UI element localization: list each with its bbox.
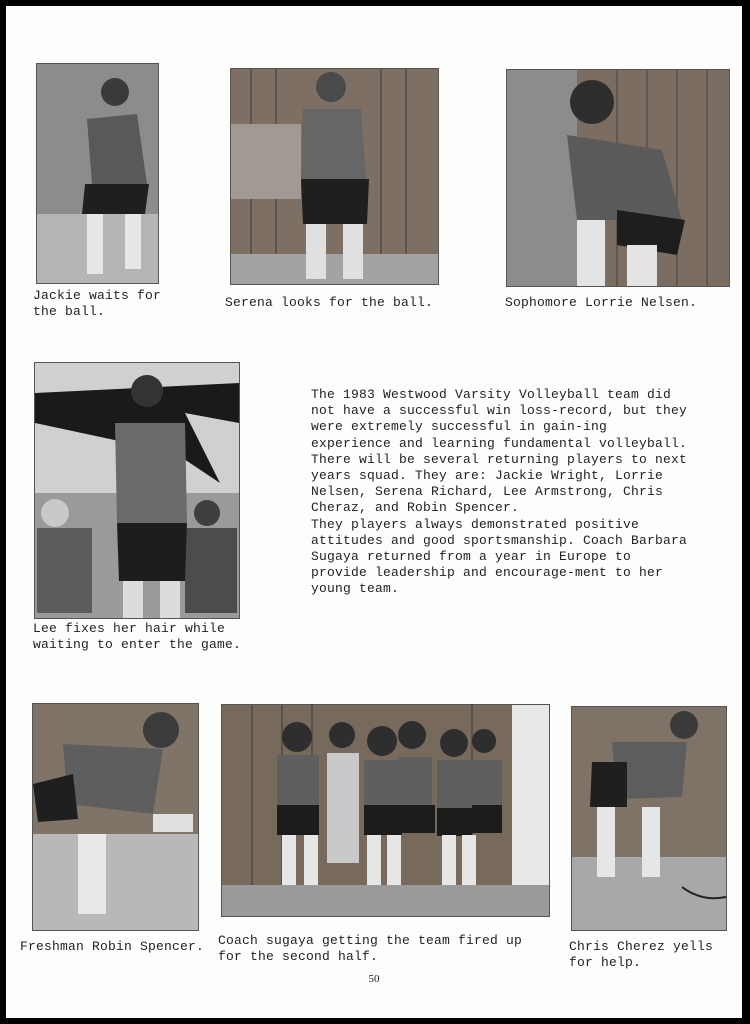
caption-coach-team: Coach sugaya getting the team fired up for the second half. [218,933,523,964]
yearbook-page [6,6,742,1018]
photo-chris [571,706,727,931]
article-text [311,387,691,598]
photo-jackie [36,63,159,284]
caption-robin: Freshman Robin Spencer. [20,939,205,954]
article-paragraph-2: There will be several returning players to next years squad. They are: Jackie Wright, Lorrie Nelsen, Serena Richard, Lee Armstrong, Chris Cheraz, and Robin Spencer. [311,451,688,516]
photo-lorrie [506,69,730,287]
caption-lorrie: Sophomore Lorrie Nelsen. [505,295,698,310]
photo-lee [34,362,240,619]
caption-jackie: Jackie waits for the ball. [33,288,162,319]
photo-robin [32,703,199,931]
caption-lee: Lee fixes her hair while waiting to enter the game. [33,621,242,652]
photo-serena [230,68,439,285]
article-paragraph-1: The 1983 Westwood Varsity Volleyball team did not have a successful win loss-record, but they were extremely successful in gain-ing experience and learning fundamental volleyball. [311,387,688,451]
photo-coach-team [221,704,550,917]
page-number: 50 [368,973,380,985]
caption-serena: Serena looks for the ball. [225,295,434,310]
caption-chris: Chris Cherez yells for help. [569,939,714,970]
article-paragraph-3: They players always demonstrated positive attitudes and good sportsmanship. Coach Barbara Sugaya returned from a year in Europe to provide leadership and encourage-ment to her young team. [311,516,688,597]
